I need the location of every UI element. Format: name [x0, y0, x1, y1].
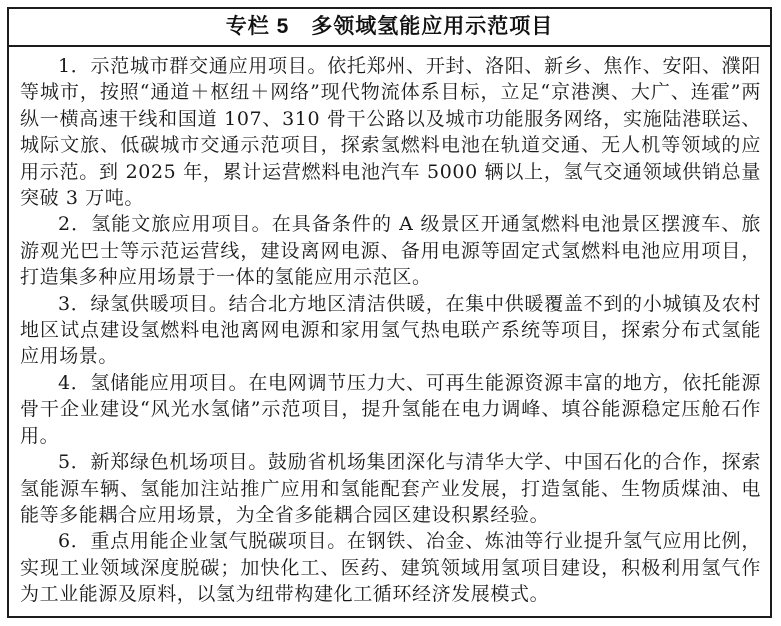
paragraph-xinzheng-green-airport: 5．新郑绿色机场项目。鼓励省机场集团深化与清华大学、中国石化的合作，探索氢能源车辆、氢能加注站推广应用和氢能配套产业发展，打造氢能、生物质煤油、电能等多能耦合应用场景，为全省多能耦合园区建设积累经验。 [20, 451, 761, 526]
paragraph-hydrogen-tourism: 2．氢能文旅应用项目。在具备条件的 A 级景区开通氢燃料电池景区摆渡车、旅游观光巴士等示范运营线，建设离网电源、备用电源等固定式氢燃料电池应用项目，打造集多种应用场景于一体的氢能应用示范区。 [20, 213, 761, 289]
paragraph-enterprise-decarbonization: 6．重点用能企业氢气脱碳项目。在钢铁、冶金、炼油等行业提升氢气应用比例，实现工业领域深度脱碳；加快化工、医药、建筑领域用氢项目建设，积极利用氢气作为工业能源及原料，以氢为纽带构建化工循环经济发展模式。 [20, 530, 761, 606]
panel-title: 专栏 5 多领域氢能应用示范项目 [9, 9, 770, 47]
panel-body [9, 47, 770, 608]
paragraph-green-hydrogen-heating: 3．绿氢供暖项目。结合北方地区清洁供暖，在集中供暖覆盖不到的小城镇及农村地区试点建设氢燃料电池离网电源和家用氢气热电联产系统等项目，探索分布式氢能应用场景。 [20, 292, 761, 368]
paragraph-hydrogen-storage: 4．氢储能应用项目。在电网调节压力大、可再生能源资源丰富的地方，依托能源骨干企业建设“风光水氢储”示范项目，提升氢能在电力调峰、填谷能源稳定压舱石作用。 [20, 371, 761, 447]
boxed-panel [7, 7, 772, 618]
paragraph-demo-city-transport: 1．示范城市群交通应用项目。依托郑州、开封、洛阳、新乡、焦作、安阳、濮阳等城市，按照“通道＋枢纽＋网络”现代物流体系目标，立足“京港澳、大广、连霍”两纵一横高速干线和国道 107、310 骨干公路以及城市功能服务网络，实施陆港联运、城际文旅、低碳城市交通示范项目，探索氢燃料电池在轨道交通、无人机等领域的应用示范。到 2025 年，累计运营燃料电池汽车 5000 辆以上，氢气交通领域供销总量突破 3 万吨。 [20, 55, 761, 210]
